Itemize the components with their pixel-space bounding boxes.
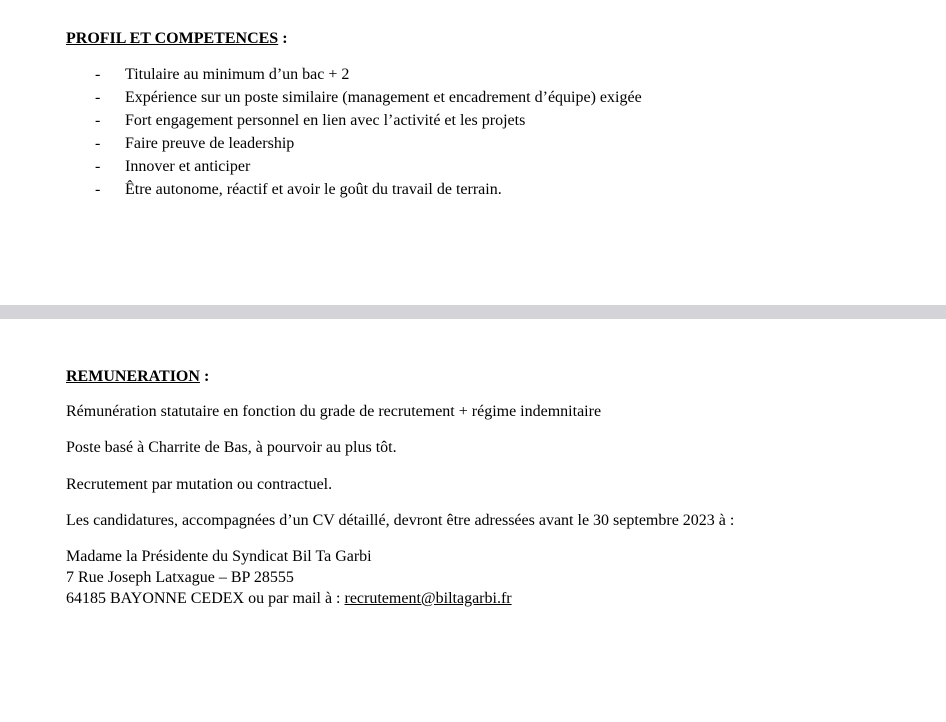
recruitment-paragraph: Recrutement par mutation ou contractuel. [66,476,333,493]
bullet-dash: - [95,89,101,106]
remuneration-heading [66,368,209,386]
bullet-dash: - [95,158,101,175]
bullet-dash: - [95,66,101,83]
bullet-dash: - [95,181,101,198]
remuneration-heading-text: REMUNERATION [66,368,200,385]
list-item-text: Titulaire au minimum d’un bac + 2 [125,66,350,83]
document-page-1 [0,0,946,305]
remuneration-heading-colon: : [199,368,210,385]
list-item-text: Fort engagement personnel en lien avec l’activité et les projets [125,112,526,129]
list-item-text: Innover et anticiper [125,158,251,175]
address-line-3 [66,588,512,609]
list-item-text: Être autonome, réactif et avoir le goût du travail de terrain. [125,181,502,198]
remuneration-paragraph: Rémunération statutaire en fonction du grade de recrutement + régime indemnitaire [66,403,602,420]
list-item-text: Expérience sur un poste similaire (management et encadrement d’équipe) exigée [125,89,642,106]
profil-heading-text: PROFIL ET COMPETENCES [66,30,279,47]
bullet-dash: - [95,135,101,152]
address-line-2: 7 Rue Joseph Latxague – BP 28555 [66,569,294,586]
address-line-3-text: 64185 BAYONNE CEDEX ou par mail à : [66,590,345,607]
bullet-dash: - [95,112,101,129]
page-separator [0,305,946,319]
document-page-2 [0,319,946,722]
location-paragraph: Poste basé à Charrite de Bas, à pourvoir au plus tôt. [66,439,397,456]
profil-heading-colon: : [278,30,288,47]
email-link[interactable]: recrutement@biltagarbi.fr [344,590,512,607]
applications-paragraph: Les candidatures, accompagnées d’un CV détaillé, devront être adressées avant le 30 septembre 2023 à : [66,512,735,529]
list-item-text: Faire preuve de leadership [125,135,295,152]
address-line-1: Madame la Présidente du Syndicat Bil Ta Garbi [66,548,372,565]
address-block [66,546,512,609]
profil-heading [66,30,288,48]
